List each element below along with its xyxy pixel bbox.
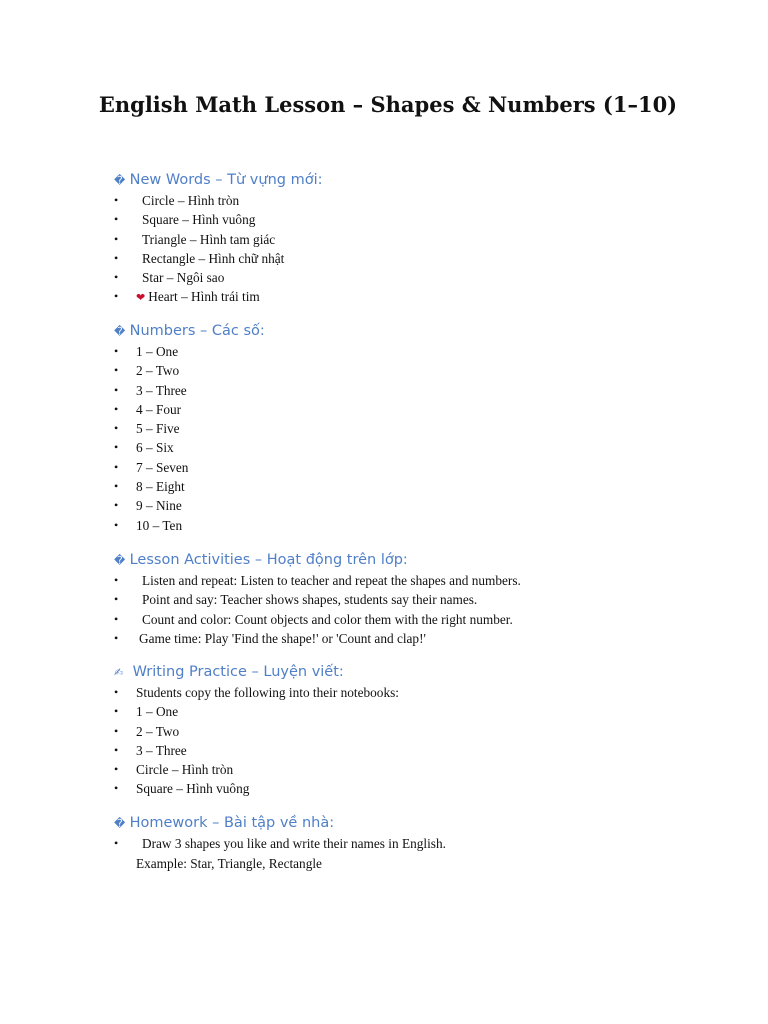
bullet: • (114, 762, 119, 777)
bullet: • (114, 704, 119, 719)
bullet: • (114, 440, 119, 455)
list-item-text: 4 – Four (136, 401, 182, 417)
list-item-text: 8 – Eight (136, 479, 185, 495)
list-item (114, 268, 734, 287)
bullet: • (114, 781, 119, 796)
bullet: • (114, 289, 119, 304)
bullet: • (114, 231, 119, 246)
list-item (114, 287, 734, 306)
list-item (114, 400, 734, 419)
list-item-text: 1 – One (136, 344, 179, 359)
activities-heading-text: Lesson Activities – Hoạt động trên lớp: (129, 552, 408, 568)
new-words-heading-text: New Words – Từ vựng mới: (129, 172, 323, 188)
list-item-text: Count and color: Count objects and color them with the right number. (142, 611, 513, 627)
list-item (114, 760, 734, 779)
list-item-text (136, 287, 260, 308)
bullet: • (114, 421, 119, 436)
list-item (114, 683, 734, 702)
list-item-text: Draw 3 shapes you like and write their names in English. (142, 836, 446, 851)
bullet: • (114, 344, 119, 358)
bullet: • (114, 517, 119, 532)
new-words-heading (114, 169, 734, 191)
list-item (114, 191, 734, 210)
section-homework (114, 812, 734, 871)
list-item-text: 6 – Six (136, 440, 174, 456)
bullet: • (114, 573, 119, 587)
list-item-text: Circle – Hình tròn (136, 762, 234, 778)
activities-heading (114, 549, 734, 571)
writing-hand-icon: ✍ (114, 666, 124, 679)
writing-heading (114, 661, 734, 683)
bullet: • (114, 250, 119, 265)
list-item-text: 2 – Two (136, 723, 180, 739)
list-item (114, 834, 734, 853)
homework-example: Example: Star, Triangle, Rectangle (136, 856, 322, 871)
homework-list (114, 834, 734, 853)
homework-heading-text: Homework – Bài tập về nhà: (129, 815, 335, 831)
page-title: English Math Lesson – Shapes & Numbers (1–10) (98, 92, 678, 117)
heart-item-text: Heart – Hình trái tim (148, 289, 260, 305)
bullet: • (114, 685, 119, 699)
numbers-heading (114, 320, 734, 342)
list-item (114, 590, 734, 609)
section-writing (114, 661, 734, 799)
list-item-text: Star – Ngôi sao (142, 270, 225, 286)
heart-icon: ❤ (136, 292, 146, 305)
list-item-text: Listen and repeat: Listen to teacher and repeat the shapes and numbers. (142, 573, 521, 588)
books-icon: � (114, 174, 126, 187)
list-item (114, 702, 734, 721)
bullet: • (114, 630, 119, 645)
list-item (114, 381, 734, 400)
list-item (114, 516, 734, 535)
house-icon: � (114, 817, 126, 830)
list-item-text: Students copy the following into their notebooks: (136, 685, 399, 700)
list-item-text: 10 – Ten (136, 517, 183, 533)
list-item-text: 3 – Three (136, 742, 187, 758)
list-item-text: 2 – Two (136, 363, 180, 379)
bullet: • (114, 723, 119, 738)
homework-heading (114, 812, 734, 834)
bullet: • (114, 193, 119, 207)
list-item-text: Game time: Play 'Find the shape!' or 'Count and clap!' (139, 630, 426, 646)
list-item (114, 779, 734, 798)
writing-heading-text: Writing Practice – Luyện viết: (132, 664, 344, 680)
list-item-text: 7 – Seven (136, 459, 189, 475)
list-item-text: 5 – Five (136, 421, 180, 437)
bullet: • (114, 836, 119, 850)
writing-list (114, 683, 734, 799)
list-item-text: Square – Hình vuông (142, 212, 256, 228)
bullet: • (114, 592, 119, 607)
list-item-text: Rectangle – Hình chữ nhật (142, 250, 285, 266)
list-item (114, 438, 734, 457)
list-item (114, 342, 734, 361)
bullet: • (114, 363, 119, 378)
list-item (114, 210, 734, 229)
bullet: • (114, 498, 119, 513)
new-words-list (114, 191, 734, 307)
bullet: • (114, 382, 119, 397)
list-item-text: 9 – Nine (136, 498, 182, 514)
bullet: • (114, 742, 119, 757)
numbers-list (114, 342, 734, 535)
section-activities (114, 549, 734, 648)
numbers-icon: � (114, 325, 126, 338)
list-item (114, 571, 734, 590)
list-item (114, 722, 734, 741)
bullet: • (114, 401, 119, 416)
list-item (114, 629, 734, 648)
bullet: • (114, 459, 119, 474)
bullet: • (114, 479, 119, 494)
bullet: • (114, 611, 119, 626)
list-item (114, 741, 734, 760)
bullet: • (114, 270, 119, 285)
list-item (114, 458, 734, 477)
list-item-text: Triangle – Hình tam giác (142, 231, 276, 247)
list-item-text: Circle – Hình tròn (142, 193, 240, 208)
list-item (114, 610, 734, 629)
activities-icon: � (114, 554, 126, 567)
list-item (114, 361, 734, 380)
list-item-text: Point and say: Teacher shows shapes, students say their names. (142, 592, 478, 608)
activities-list (114, 571, 734, 648)
section-numbers (114, 320, 734, 535)
bullet: • (114, 212, 119, 227)
section-new-words (114, 169, 734, 307)
numbers-heading-text: Numbers – Các số: (129, 323, 265, 339)
list-item-text: 3 – Three (136, 382, 187, 398)
list-item (114, 496, 734, 515)
list-item (114, 230, 734, 249)
list-item (114, 477, 734, 496)
list-item-text: Square – Hình vuông (136, 781, 250, 797)
list-item (114, 419, 734, 438)
list-item (114, 249, 734, 268)
list-item-text: 1 – One (136, 704, 179, 720)
